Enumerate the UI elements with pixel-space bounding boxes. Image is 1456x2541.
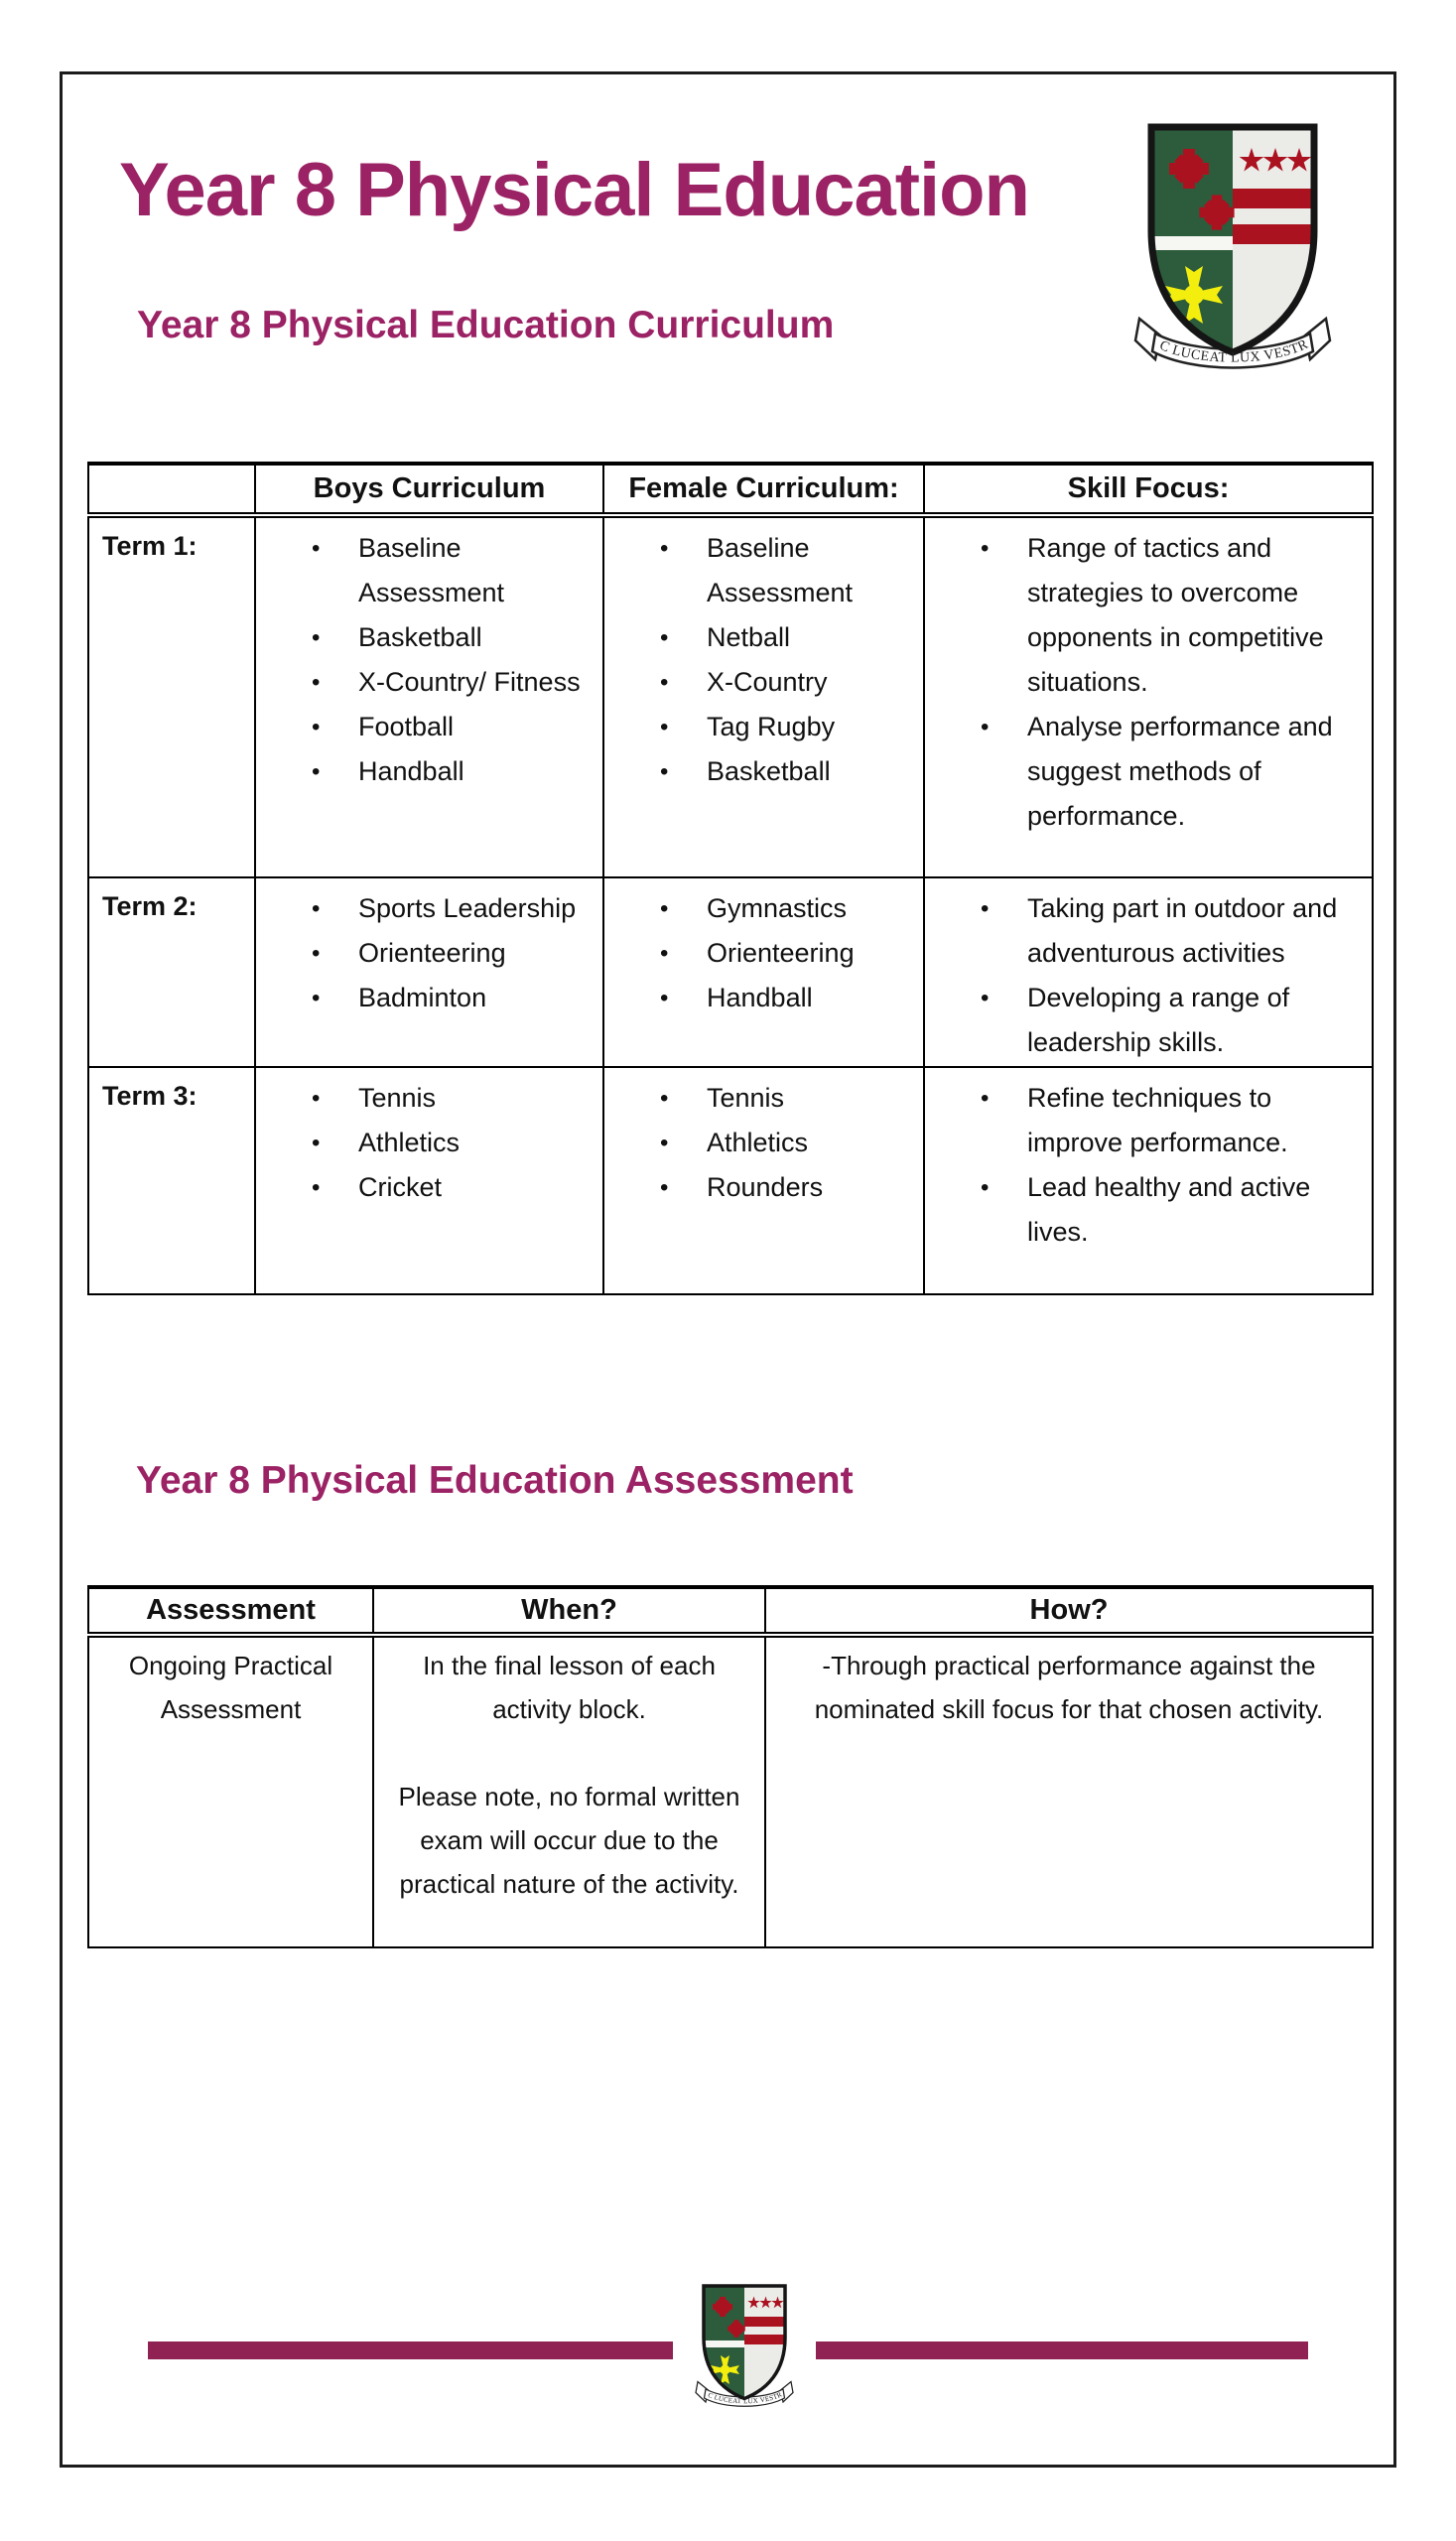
bullet-text: Rounders bbox=[707, 1172, 824, 1202]
boys-term1-cell bbox=[255, 515, 603, 877]
curriculum-table bbox=[87, 462, 1374, 1295]
bullet-icon: • bbox=[981, 714, 990, 740]
table-row-term-1 bbox=[88, 515, 1373, 877]
bullet-text: Basketball bbox=[707, 756, 831, 786]
bullet-icon: • bbox=[312, 895, 321, 922]
bullet-text: Orienteering bbox=[707, 938, 855, 968]
bullet-text: Athletics bbox=[707, 1128, 809, 1157]
bullet-item bbox=[926, 1076, 1371, 1165]
bullet-item bbox=[605, 1121, 922, 1165]
bullet-icon: • bbox=[660, 669, 669, 696]
bullet-text: Netball bbox=[707, 622, 791, 652]
bullet-item bbox=[605, 660, 922, 705]
bullet-text: Gymnastics bbox=[707, 893, 848, 923]
bullet-icon: • bbox=[660, 1174, 669, 1201]
header-when: When? bbox=[373, 1587, 765, 1635]
bullet-icon: • bbox=[312, 535, 321, 562]
bullet-icon: • bbox=[660, 985, 669, 1011]
bullet-item bbox=[257, 1121, 601, 1165]
bullet-item bbox=[257, 660, 601, 705]
school-crest-icon bbox=[1133, 113, 1332, 379]
bullet-text: X-Country/ Fitness bbox=[358, 667, 581, 697]
school-crest-icon bbox=[695, 2279, 794, 2412]
bullet-icon: • bbox=[312, 758, 321, 785]
bullet-item bbox=[926, 976, 1371, 1065]
bullet-icon: • bbox=[312, 669, 321, 696]
bullet-item bbox=[257, 1165, 601, 1210]
bullet-text: Football bbox=[358, 712, 455, 741]
bullet-item bbox=[257, 615, 601, 660]
bullet-text: Analyse performance and suggest methods of performance. bbox=[1027, 712, 1333, 831]
boys-term3-cell bbox=[255, 1067, 603, 1294]
bullet-icon: • bbox=[660, 758, 669, 785]
assessment-type-text: Ongoing Practical Assessment bbox=[128, 1651, 333, 1724]
skills-term1-cell bbox=[924, 515, 1373, 877]
bullet-icon: • bbox=[312, 1085, 321, 1112]
bullet-item bbox=[605, 931, 922, 976]
boys-term2-cell bbox=[255, 877, 603, 1067]
bullet-item bbox=[257, 1076, 601, 1121]
female-term3-cell bbox=[603, 1067, 924, 1294]
skills-term3-cell bbox=[924, 1067, 1373, 1294]
bullet-item bbox=[926, 1165, 1371, 1255]
female-term2-cell bbox=[603, 877, 924, 1067]
bullet-item bbox=[257, 976, 601, 1020]
bullet-item bbox=[605, 1165, 922, 1210]
bullet-icon: • bbox=[312, 624, 321, 651]
paragraph: Please note, no formal written exam will occur due to the practical nature of the activity. bbox=[398, 1782, 740, 1899]
bullet-icon: • bbox=[312, 1130, 321, 1156]
bullet-text: Range of tactics and strategies to overcome opponents in competitive situations. bbox=[1027, 533, 1324, 697]
header-assessment: Assessment bbox=[88, 1587, 373, 1635]
bullet-icon: • bbox=[660, 714, 669, 740]
footer-crest-box bbox=[673, 2279, 816, 2414]
bullet-text: Orienteering bbox=[358, 938, 506, 968]
assessment-type-cell bbox=[88, 1635, 373, 1947]
bullet-icon: • bbox=[660, 1085, 669, 1112]
bullet-text: Developing a range of leadership skills. bbox=[1027, 983, 1290, 1057]
skills-term2-cell bbox=[924, 877, 1373, 1067]
assessment-how-text: -Through practical performance against the nominated skill focus for that chosen activity. bbox=[814, 1651, 1324, 1724]
bullet-text: Lead healthy and active lives. bbox=[1027, 1172, 1311, 1247]
bullet-item bbox=[926, 705, 1371, 839]
assessment-row bbox=[88, 1635, 1373, 1947]
bullet-item bbox=[257, 526, 601, 615]
bullet-text: Badminton bbox=[358, 983, 487, 1012]
header-how: How? bbox=[765, 1587, 1373, 1635]
bullet-text: Baseline Assessment bbox=[358, 533, 505, 607]
bullet-icon: • bbox=[660, 624, 669, 651]
bullet-icon: • bbox=[312, 985, 321, 1011]
bullet-item bbox=[605, 886, 922, 931]
bullet-item bbox=[257, 886, 601, 931]
bullet-item bbox=[605, 976, 922, 1020]
table-row-term-2 bbox=[88, 877, 1373, 1067]
term-label: Term 1: bbox=[88, 515, 255, 877]
bullet-item bbox=[257, 931, 601, 976]
header-term bbox=[88, 464, 255, 515]
bullet-icon: • bbox=[312, 940, 321, 967]
assessment-table bbox=[87, 1585, 1374, 1948]
bullet-icon: • bbox=[660, 895, 669, 922]
bullet-item bbox=[605, 615, 922, 660]
bullet-item bbox=[257, 705, 601, 749]
bullet-icon: • bbox=[312, 1174, 321, 1201]
curriculum-heading: Year 8 Physical Education Curriculum bbox=[137, 304, 835, 346]
bullet-icon: • bbox=[981, 985, 990, 1011]
assessment-header-row bbox=[88, 1587, 1373, 1635]
paragraph: In the final lesson of each activity block. bbox=[423, 1651, 716, 1724]
term-label: Term 3: bbox=[88, 1067, 255, 1294]
bullet-item bbox=[257, 749, 601, 794]
bullet-icon: • bbox=[312, 714, 321, 740]
bullet-text: Tag Rugby bbox=[707, 712, 836, 741]
bullet-text: Basketball bbox=[358, 622, 482, 652]
table-row-term-3 bbox=[88, 1067, 1373, 1294]
bullet-item bbox=[605, 526, 922, 615]
bullet-icon: • bbox=[981, 1085, 990, 1112]
bullet-icon: • bbox=[981, 895, 990, 922]
bullet-item bbox=[926, 526, 1371, 705]
term-label: Term 2: bbox=[88, 877, 255, 1067]
bullet-text: Handball bbox=[358, 756, 464, 786]
bullet-text: Cricket bbox=[358, 1172, 443, 1202]
bullet-text: Athletics bbox=[358, 1128, 461, 1157]
curriculum-header-row bbox=[88, 464, 1373, 515]
header-female-curriculum: Female Curriculum: bbox=[603, 464, 924, 515]
bullet-icon: • bbox=[981, 1174, 990, 1201]
assessment-heading: Year 8 Physical Education Assessment bbox=[136, 1459, 854, 1502]
bullet-text: Taking part in outdoor and adventurous activities bbox=[1027, 893, 1338, 968]
header-skill-focus: Skill Focus: bbox=[924, 464, 1373, 515]
assessment-how-cell bbox=[765, 1635, 1373, 1947]
bullet-item bbox=[605, 749, 922, 794]
bullet-icon: • bbox=[660, 535, 669, 562]
bullet-text: Baseline Assessment bbox=[707, 533, 854, 607]
bullet-item bbox=[605, 705, 922, 749]
bullet-text: Sports Leadership bbox=[358, 893, 577, 923]
bullet-item bbox=[926, 886, 1371, 976]
female-term1-cell bbox=[603, 515, 924, 877]
bullet-text: Tennis bbox=[358, 1083, 437, 1113]
page-title: Year 8 Physical Education bbox=[119, 148, 1029, 232]
bullet-text: Refine techniques to improve performance. bbox=[1027, 1083, 1288, 1157]
bullet-text: X-Country bbox=[707, 667, 828, 697]
bullet-icon: • bbox=[660, 1130, 669, 1156]
bullet-item bbox=[605, 1076, 922, 1121]
bullet-text: Tennis bbox=[707, 1083, 785, 1113]
bullet-text: Handball bbox=[707, 983, 813, 1012]
header-boys-curriculum: Boys Curriculum bbox=[255, 464, 603, 515]
bullet-icon: • bbox=[660, 940, 669, 967]
assessment-when-cell bbox=[373, 1635, 765, 1947]
bullet-icon: • bbox=[981, 535, 990, 562]
